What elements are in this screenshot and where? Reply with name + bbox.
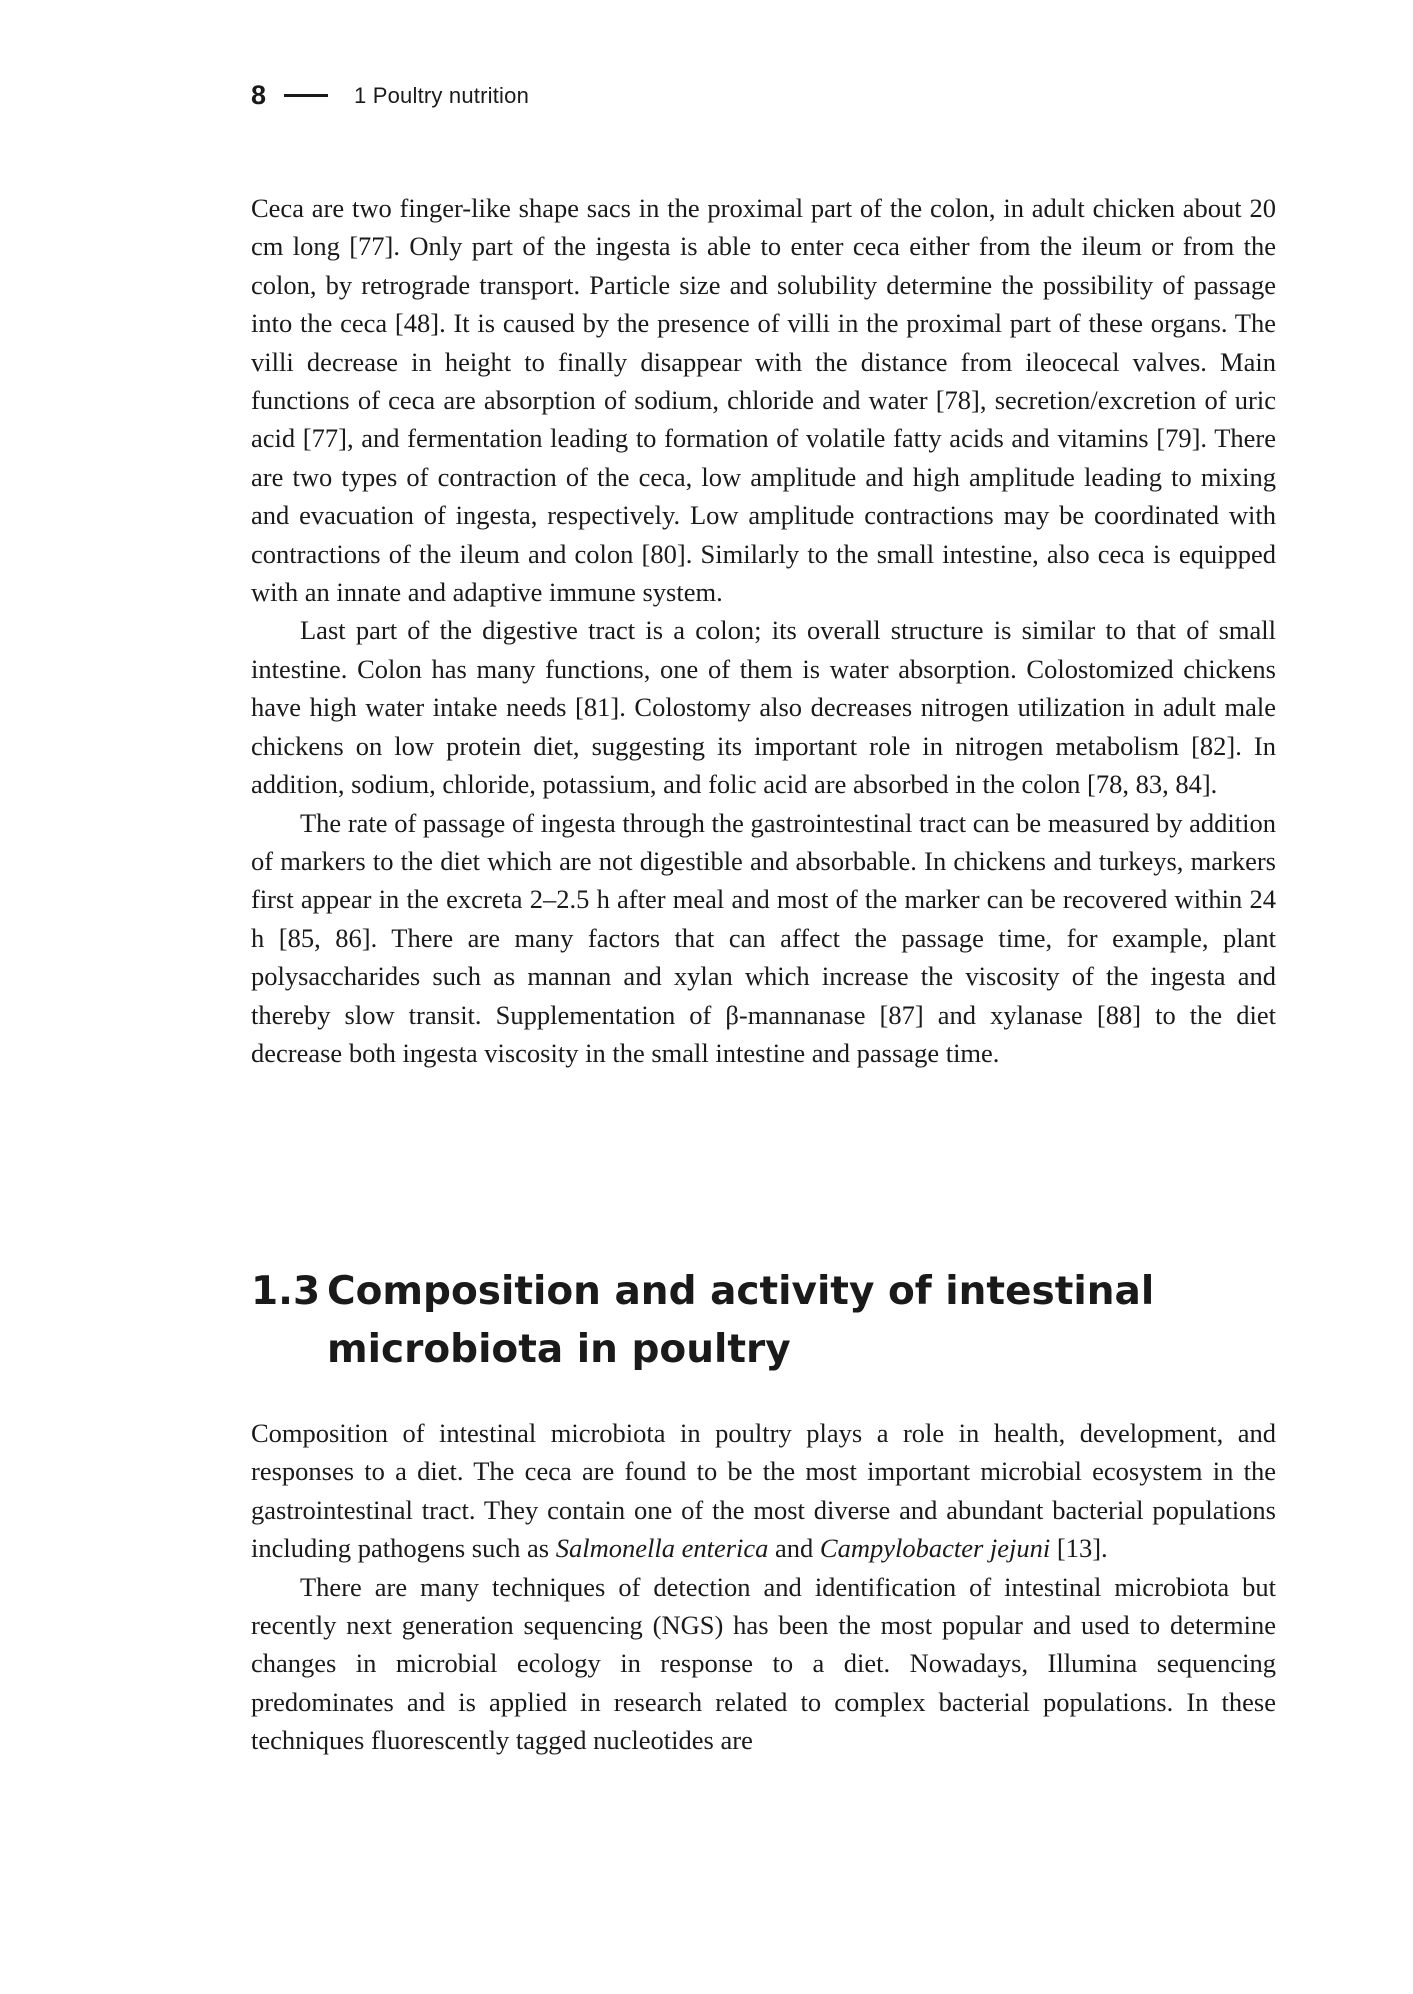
section-title: Composition and activity of intestinal microbiota in poultry: [327, 1269, 1155, 1372]
body-text-upper: [251, 189, 1276, 1072]
paragraph: [251, 1568, 1276, 1760]
page-number: 8: [251, 80, 267, 110]
paragraph-text: There are many techniques of detection and identification of intestinal microbiota but recently next generation sequencing (NGS) has been the most popular and used to determine changes in microbial ecology in response to a diet. Nowadays, Illumina sequencing predominates and is applied in research related to complex bacterial populations. In these techniques fluorescently tagged nucleotides are: [251, 1571, 1276, 1756]
chapter-title: 1 Poultry nutrition: [354, 82, 529, 108]
paragraph: [251, 804, 1276, 1073]
paragraph-text: Last part of the digestive tract is a colon; its overall structure is similar to that of small intestine. Colon has many functions, one of them is water absorption. Colostomized chickens have high water intake needs [81]. Colostomy also decreases nitrogen utilization in adult male chickens on low protein diet, suggesting its important role in nitrogen metabolism [82]. In addition, sodium, chloride, potassium, and folic acid are absorbed in the colon [78, 83, 84].: [251, 615, 1276, 800]
section-number: 1.3: [251, 1269, 321, 1314]
paragraph: [251, 189, 1276, 611]
running-header: [251, 80, 529, 111]
italic-term-salmonella: Salmonella enterica: [555, 1533, 769, 1564]
italic-term-campylobacter: Campylobacter jejuni: [819, 1533, 1051, 1564]
paragraph-text: and: [768, 1533, 820, 1564]
body-text-lower: [251, 1414, 1276, 1760]
paragraph-text: Ceca are two finger-like shape sacs in the proximal part of the colon, in adult chicken about 20 cm long [77]. Only part of the ingesta is able to enter ceca either from the ileum or from the colon, by retrograde transport. Particle size and solubility determine the possibility of passage into the ceca [48]. It is caused by the presence of villi in the proximal part of these organs. The villi decrease in height to finally disappear with the distance from ileocecal valves. Main functions of ceca are absorption of sodium, chloride and water [78], secretion/excretion of uric acid [77], and fermentation leading to formation of volatile fatty acids and vitamins [79]. There are two types of contraction of the ceca, low amplitude and high amplitude leading to mixing and evacuation of ingesta, respectively. Low amplitude contractions may be coordinated with contractions of the ileum and colon [80]. Similarly to the small intestine, also ceca is equipped with an innate and adaptive immune system.: [251, 193, 1276, 608]
paragraph-text: The rate of passage of ingesta through the gastrointestinal tract can be measured by addition of markers to the diet which are not digestible and absorbable. In chickens and turkeys, markers first appear in the excreta 2–2.5 h after meal and most of the marker can be recovered within 24 h [85, 86]. There are many factors that can affect the passage time, for example, plant polysaccharides such as mannan and xylan which increase the viscosity of the ingesta and thereby slow transit. Supplementation of β-mannanase [87] and xylanase [88] to the diet decrease both ingesta viscosity in the small intestine and passage time.: [251, 807, 1276, 1068]
paragraph: [251, 611, 1276, 803]
header-rule: [284, 94, 328, 97]
paragraph-text: [13].: [1050, 1533, 1108, 1564]
paragraph: [251, 1414, 1276, 1568]
paragraph-text: Composition of intestinal microbiota in poultry plays a role in health, development, and responses to a diet. The ceca are found to be the most important microbial ecosystem in the gastrointestinal tract. They contain one of the most diverse and abundant bacterial populations including pathogens such as: [251, 1418, 1276, 1564]
section-heading: [251, 1263, 1276, 1379]
